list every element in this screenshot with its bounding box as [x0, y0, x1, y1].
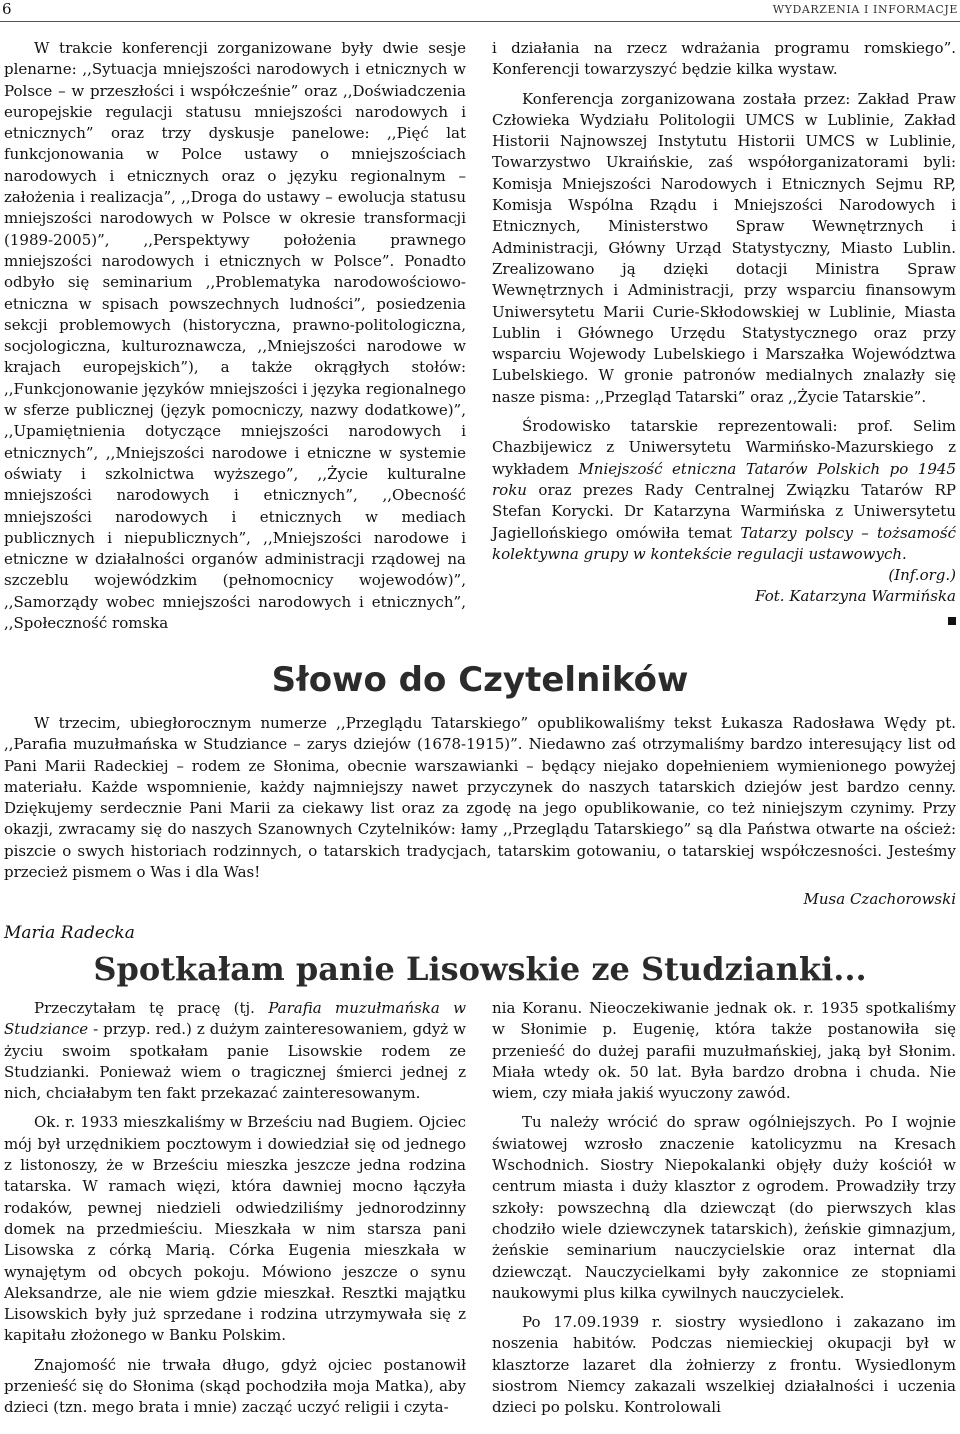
end-of-article-mark — [948, 617, 956, 625]
page-number: 6 — [2, 0, 12, 18]
article-left-p3: Znajomość nie trwała długo, gdyż ojciec postanowił przenieść się do Słonima (skąd pochodziła moja Matka), aby dzieci (tzn. mego brata i mnie) zacząć uczyć religii i czyta- — [4, 1355, 466, 1417]
conference-continuation: i działania na rzecz wdrażania programu romskiego”. Konferencji towarzyszyć będzie kilka wystaw. — [492, 39, 956, 79]
slowo-signature: Musa Czachorowski — [803, 890, 956, 909]
slowo-body-block — [4, 713, 956, 911]
article-right-column — [492, 998, 956, 1419]
header-rule — [0, 21, 960, 22]
topic-title: Tatarzy polscy – tożsamość kolektywna grupy w kontekście regulacji ustawowych. — [492, 523, 956, 563]
article-right-p3: Po 17.09.1939 r. siostry wysiedlono i zakazano im noszenia habitów. Podczas niemieckiej okupacji był w klasztorze lazaret dla żołnierzy z frontu. Wysiedlonym siostrom Niemcy zakazali wszelkiej działalności i uczenia dzieci po polsku. Kontrolowali — [492, 1313, 956, 1417]
tatar-text-b: oraz prezes Rady Centralnej Związku Tatarów RP Stefan Korycki. Dr Katarzyna Warmińska z Uniwersytetu Jagiellońskiego omówiła temat — [492, 480, 956, 542]
slowo-title: Słowo do Czytelników — [271, 660, 689, 700]
article-left-p1 — [4, 998, 466, 1104]
p1-text-b: - przyp. red.) z dużym zainteresowaniem, gdyż w życiu swoim spotkałam panie Lisowskie rodem ze Studzianki. Ponieważ wiem o tragicznej śmierci jednej z nich, chciałabym ten fakt przekazać zainteresowanym. — [4, 1020, 466, 1103]
source-signature: (Inf.org.) — [888, 566, 956, 585]
article-left-column — [4, 998, 466, 1419]
article-left-p2: Ok. r. 1933 mieszkaliśmy w Brześciu nad Bugiem. Ojciec mój był urzędnikiem pocztowym i dowiedział się od jednego z listonoszy, że w Brześciu mieszka jeszcze jedna rodzina tatarska. W ramach więzi, która dawniej mocno łączyła rodaków, pewnej niedzieli odwiedziliśmy jednorodzinny domek na przedmieściu. Mieszkała w nim starsza pani Lisowska z córką Marią. Córka Eugenia mieszkała w wynajętym od obcych pokoju. Mówiono jeszcze o synu Aleksandrze, ale nie wiem gdzie mieszkał. Resztki majątku Lisowskich były już sprzedane i rodzina utrzymywała się z kapitału złożonego w Banku Polskim. — [4, 1113, 466, 1345]
conference-paragraph: W trakcie konferencji zorganizowane były dwie sesje plenarne: ,,Sytuacja mniejszości narodowych i etnicznych w Polsce – w przeszłości i współcześnie” oraz ,,Doświadczenia europejskie regulacji statusu mniejszości narodowych i etnicznych” oraz trzy dyskusje panelowe: ,,Pięć lat funkcjonowania w Polce ustawy o mniejszościach narodowych i etnicznych oraz o języku regionalnym – założenia i realizacja”, ,,Droga do ustawy – ewolucja statusu mniejszości narodowych w Polsce w okresie transformacji (1989-2005)”, ,,Perspektywy położenia prawnego mniejszości narodowych i etnicznych w Polsce”. Ponadto odbyło się seminarium ,,Problematyka narodowościowo-etniczna w spisach powszechnych ludności”, posiedzenia sekcji problemowych (historyczna, prawno-politologiczna, socjologiczna, kulturoznawcza, ,,Mniejszości narodowe w krajach europejskich”), a także okrągłych stołów: ,,Funkcjonowanie języków mniejszości i języka regionalnego w sferze publicznej (język pomocniczy, nazwy dodatkowe)”, ,,Upamiętnienia dotyczące mniejszości narodowych i etnicznych”, ,,Mniejszości narodowe i etniczne w systemie oświaty i szkolnictwa wyższego”, ,,Życie kulturalne mniejszości narodowych i etnicznych”, ,,Obecność mniejszości narodowych i etnicznych w mediach publicznych i niepublicznych”, ,,Mniejszości narodowe i etniczne w działalności organów administracji rządowej na szczeblu wojewódzkim (pełnomocnicy wojewodów)”, ,,Samorządy wobec mniejszości narodowych i etnicznych”, ,,Społeczność romska — [4, 39, 466, 633]
p1-text-a: Przeczytałam tę pracę (tj. — [34, 999, 255, 1017]
conference-left-column — [4, 38, 466, 634]
article-right-p1: nia Koranu. Nieoczekiwanie jednak ok. r. 1935 spotkaliśmy w Słonimie p. Eugenię, która także postanowiła się przenieść do dużej parafii muzułmańskiej, jaką był Słonim. Miała wtedy ok. 50 lat. Była bardzo drobna i chuda. Nie wiem, czy miała jakiś wyuczony zawód. — [492, 999, 956, 1103]
conference-organizers: Konferencja zorganizowana została przez: Zakład Praw Człowieka Wydziału Politologii UMCS w Lublinie, Zakład Historii Najnowszej Instytutu Historii UMCS w Lublinie, Towarzystwo Ukraińskie, zaś współorganizatorami byli: Komisja Mniejszości Narodowych i Etnicznych Sejmu RP, Komisja Wspólna Rządu i Mniejszości Narodowych i Etnicznych, Ministerstwo Spraw Wewnętrznych i Administracji, Główny Urząd Statystyczny, Miasto Lublin. Zrealizowano ją dzięki dotacji Ministra Spraw Wewnętrznych i Administracji, przy wsparciu finansowym Uniwersytetu Marii Curie-Skłodowskiej w Lublinie, Miasta Lublin i Głównego Urzędu Statystycznego oraz przy wsparciu Wojewody Lubelskiego i Marszałka Województwa Lubelskiego. W gronie patronów medialnych znalazły się nasze pisma: ,,Przegląd Tatarski” oraz ,,Życie Tatarskie”. — [492, 89, 956, 406]
article-author: Maria Radecka — [4, 923, 135, 943]
conference-tatar-representatives — [492, 416, 956, 565]
article-right-p2: Tu należy wrócić do spraw ogólniejszych. Po I wojnie światowej wzrosło znaczenie katolicyzmu na Kresach Wschodnich. Siostry Niepokalanki objęły duży kościół w centrum miasta i duży klasztor z ogrodem. Prowadziły trzy szkoły: powszechną dla dziewcząt (do pierwszych klas chodziło wiele dziewczynek tatarskich), żeńskie gimnazjum, żeńskie seminarium nauczycielskie oraz internat dla dziewcząt. Nauczycielkami były zakonnice ze stopniami naukowymi plus kilka cywilnych nauczycielek. — [492, 1113, 956, 1302]
section-label: WYDARZENIA I INFORMACJE — [772, 3, 958, 16]
end-mark-row — [492, 610, 956, 631]
article-title: Spotkałam panie Lisowskie ze Studzianki... — [93, 950, 867, 988]
conference-right-column — [492, 38, 956, 631]
photo-credit: Fot. Katarzyna Warmińska — [755, 587, 956, 606]
lecture-title: Mniejszość etniczna Tatarów Polskich po 1945 roku — [492, 459, 956, 499]
tatar-text-a: Środowisko tatarskie reprezentowali: prof. Selim Chazbijewicz z Uniwersytetu Warmińsko-Mazurskiego z wykładem — [492, 417, 956, 478]
p1-italic-title: Parafia muzułmańska w Studziance — [4, 999, 466, 1039]
slowo-body: W trzecim, ubiegłorocznym numerze ,,Przeglądu Tatarskiego” opublikowaliśmy tekst Łukasza Radosława Wędy pt. ,,Parafia muzułmańska w Studziance – zarys dziejów (1678-1915)”. Niedawno zaś otrzymaliśmy bardzo interesujący list od Pani Marii Radeckiej – rodem ze Słonima, obecnie warszawianki – będący niejako dopełnieniem wymienionego powyżej materiału. Każde wspomnienie, każdy najmniejszy nawet przyczynek do naszych tatarskich dziejów jest bardzo cenny. Dziękujemy serdecznie Pani Marii za ciekawy list oraz za zgodę na jego opublikowanie, co też niniejszym czynimy. Przy okazji, zwracamy się do naszych Szanownych Czytelników: łamy ,,Przeglądu Tatarskiego” są dla Państwa otwarte na oścież: piszcie o swych historiach rodzinnych, o tatarskich tradycjach, tatarskim gotowaniu, o tatarskiej współczesności. Jesteśmy przecież pismem o Was i dla Was! — [4, 714, 956, 882]
